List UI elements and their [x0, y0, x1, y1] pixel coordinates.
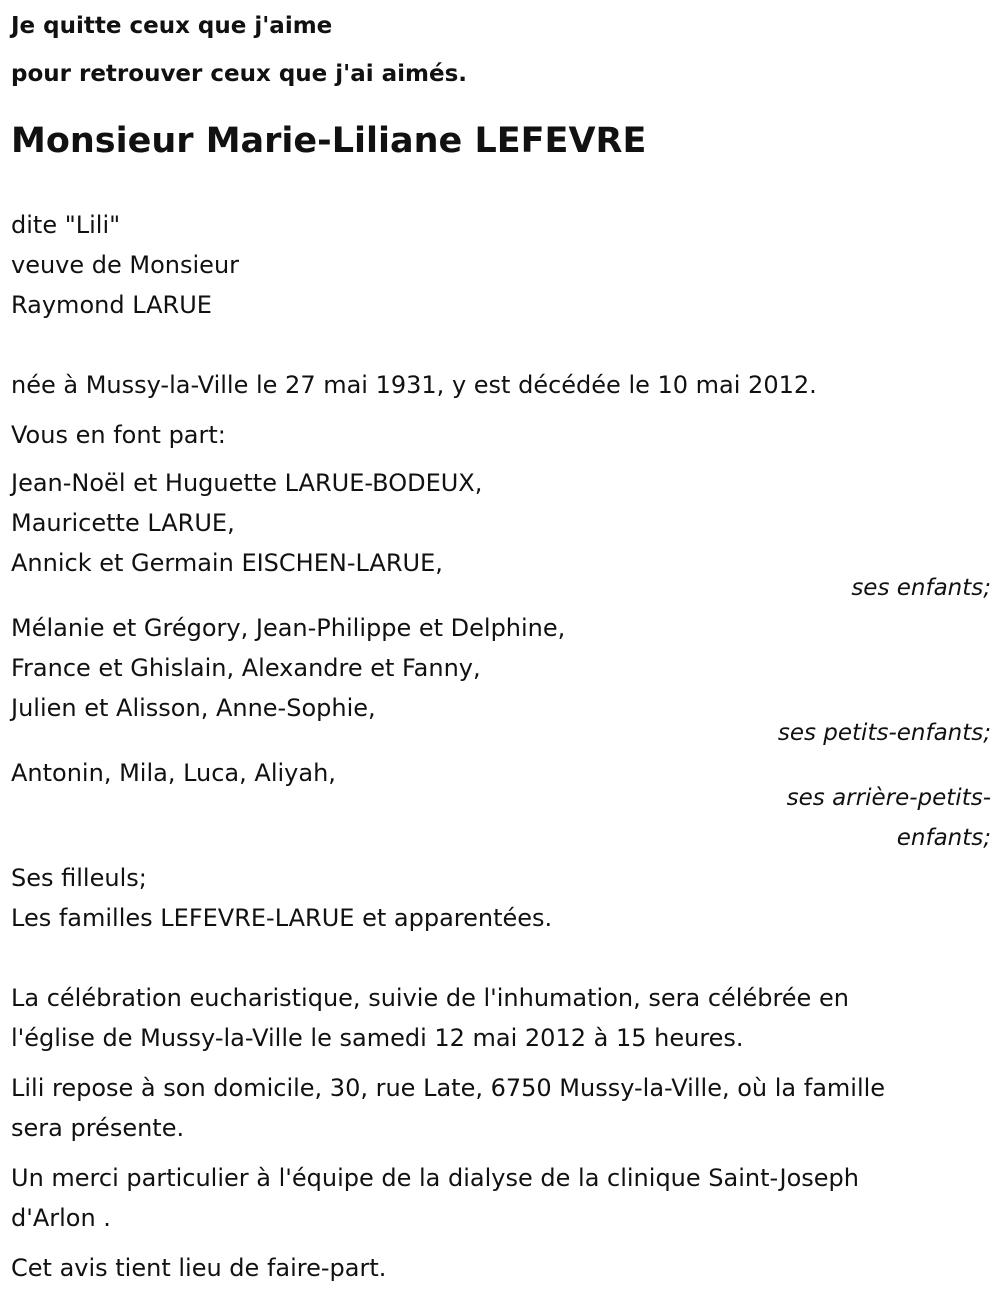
identity-block	[11, 205, 991, 325]
rest-place-block	[11, 1068, 991, 1148]
thanks-line-2: d'Arlon .	[11, 1204, 111, 1232]
grandchildren-label: ses petits-enfants;	[777, 720, 991, 746]
closing-line: Cet avis tient lieu de faire-part.	[11, 1254, 387, 1282]
grandchildren-line-2: France et Ghislain, Alexandre et Fanny,	[11, 654, 481, 682]
epigraph-line-1: Je quitte ceux que j'aime	[11, 13, 333, 39]
ceremony-line-1: La célébration eucharistique, suivie de l'inhumation, sera célébrée en	[11, 984, 849, 1012]
families: Les familles LEFEVRE-LARUE et apparentées.	[11, 904, 553, 932]
spouse-name: Raymond LARUE	[11, 291, 212, 319]
ceremony-block	[11, 978, 991, 1058]
widow-of: veuve de Monsieur	[11, 251, 240, 279]
epigraph	[11, 2, 991, 98]
great-grandchildren-label-line-1: ses arrière-petits-	[786, 785, 991, 811]
others-block	[11, 858, 991, 938]
nickname: dite "Lili"	[11, 211, 121, 239]
grandchildren-line-1: Mélanie et Grégory, Jean-Philippe et Delphine,	[11, 614, 566, 642]
children-label: ses enfants;	[851, 575, 991, 601]
children-line-1: Jean-Noël et Huguette LARUE-BODEUX,	[11, 469, 483, 497]
deceased-name: Monsieur Marie-Liliane LEFEVRE	[11, 121, 647, 161]
children-block	[11, 463, 991, 583]
obituary-notice	[11, 0, 991, 1288]
thanks-line-1: Un merci particulier à l'équipe de la dialyse de la clinique Saint-Joseph	[11, 1164, 859, 1192]
ceremony-line-2: l'église de Mussy-la-Ville le samedi 12 mai 2012 à 15 heures.	[11, 1024, 744, 1052]
grandchildren-block	[11, 608, 991, 728]
godchildren: Ses filleuls;	[11, 864, 147, 892]
thanks-block	[11, 1158, 991, 1238]
epigraph-line-2: pour retrouver ceux que j'ai aimés.	[11, 61, 468, 87]
birth-death-line: née à Mussy-la-Ville le 27 mai 1931, y est décédée le 10 mai 2012.	[11, 371, 817, 399]
great-grandchildren-label-line-2: enfants;	[896, 825, 991, 851]
rest-place-line-2: sera présente.	[11, 1114, 185, 1142]
children-line-3: Annick et Germain EISCHEN-LARUE,	[11, 549, 443, 577]
grandchildren-line-3: Julien et Alisson, Anne-Sophie,	[11, 694, 376, 722]
rest-place-line-1: Lili repose à son domicile, 30, rue Late, 6750 Mussy-la-Ville, où la famille	[11, 1074, 886, 1102]
children-line-2: Mauricette LARUE,	[11, 509, 235, 537]
great-grandchildren-line-1: Antonin, Mila, Luca, Aliyah,	[11, 759, 336, 787]
announcement-intro: Vous en font part:	[11, 421, 226, 449]
